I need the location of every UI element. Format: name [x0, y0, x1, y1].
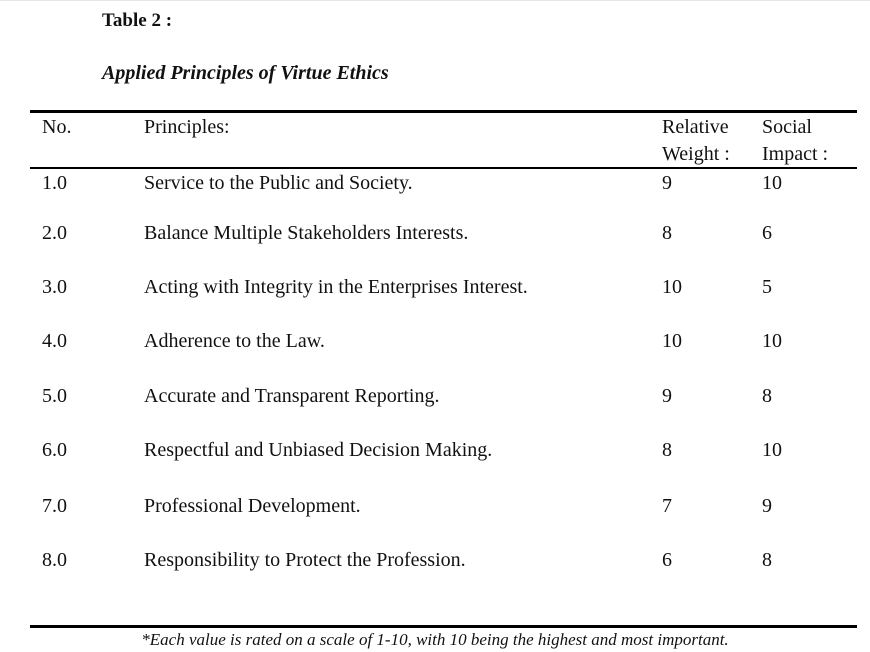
cell-social-impact: 10: [762, 439, 782, 461]
table-row: [0, 220, 870, 250]
cell-social-impact: 8: [762, 385, 772, 407]
cell-social-impact: 10: [762, 330, 782, 352]
cell-relative-weight: 8: [662, 222, 672, 244]
cell-no: 7.0: [42, 495, 67, 517]
table-caption-title: Applied Principles of Virtue Ethics: [102, 62, 389, 84]
cell-principle: Accurate and Transparent Reporting.: [144, 385, 440, 407]
cell-principle: Professional Development.: [144, 495, 361, 517]
cell-relative-weight: 6: [662, 549, 672, 571]
cell-no: 4.0: [42, 330, 67, 352]
table-row: [0, 328, 870, 358]
cell-social-impact: 8: [762, 549, 772, 571]
cell-relative-weight: 9: [662, 172, 672, 194]
cell-no: 5.0: [42, 385, 67, 407]
header-relative-weight: [662, 114, 730, 168]
cell-principle: Balance Multiple Stakeholders Interests.: [144, 222, 469, 244]
cell-relative-weight: 9: [662, 385, 672, 407]
cell-social-impact: 6: [762, 222, 772, 244]
cell-no: 6.0: [42, 439, 67, 461]
cell-principle: Respectful and Unbiased Decision Making.: [144, 439, 493, 461]
cell-no: 2.0: [42, 222, 67, 244]
header-relative-weight-line2: Weight :: [662, 143, 730, 165]
cell-no: 3.0: [42, 276, 67, 298]
header-no: No.: [42, 116, 72, 138]
header-social-impact: [762, 114, 828, 168]
header-principles: Principles:: [144, 116, 230, 138]
table-header-rule: [30, 167, 857, 169]
cell-social-impact: 9: [762, 495, 772, 517]
cell-principle: Service to the Public and Society.: [144, 172, 413, 194]
cell-principle: Responsibility to Protect the Profession.: [144, 549, 466, 571]
cell-relative-weight: 8: [662, 439, 672, 461]
cell-social-impact: 10: [762, 172, 782, 194]
table-row: [0, 383, 870, 413]
table-row: [0, 274, 870, 304]
cell-principle: Adherence to the Law.: [144, 330, 325, 352]
cell-no: 8.0: [42, 549, 67, 571]
cell-relative-weight: 7: [662, 495, 672, 517]
table-header-row: [0, 114, 870, 168]
table-row: [0, 547, 870, 577]
table-row: [0, 170, 870, 200]
table-row: [0, 437, 870, 467]
cell-principle: Acting with Integrity in the Enterprises Interest.: [144, 276, 528, 298]
cell-social-impact: 5: [762, 276, 772, 298]
cell-relative-weight: 10: [662, 276, 682, 298]
table-caption-label: Table 2 :: [102, 10, 173, 31]
table-footnote: *Each value is rated on a scale of 1-10, with 10 being the highest and most important.: [141, 630, 729, 649]
table-top-rule: [30, 110, 857, 113]
page-top-border: [0, 0, 870, 1]
header-relative-weight-line1: Relative: [662, 116, 729, 138]
cell-no: 1.0: [42, 172, 67, 194]
header-social-impact-line2: Impact :: [762, 143, 829, 165]
table-row: [0, 493, 870, 523]
cell-relative-weight: 10: [662, 330, 682, 352]
header-social-impact-line1: Social: [762, 116, 812, 138]
